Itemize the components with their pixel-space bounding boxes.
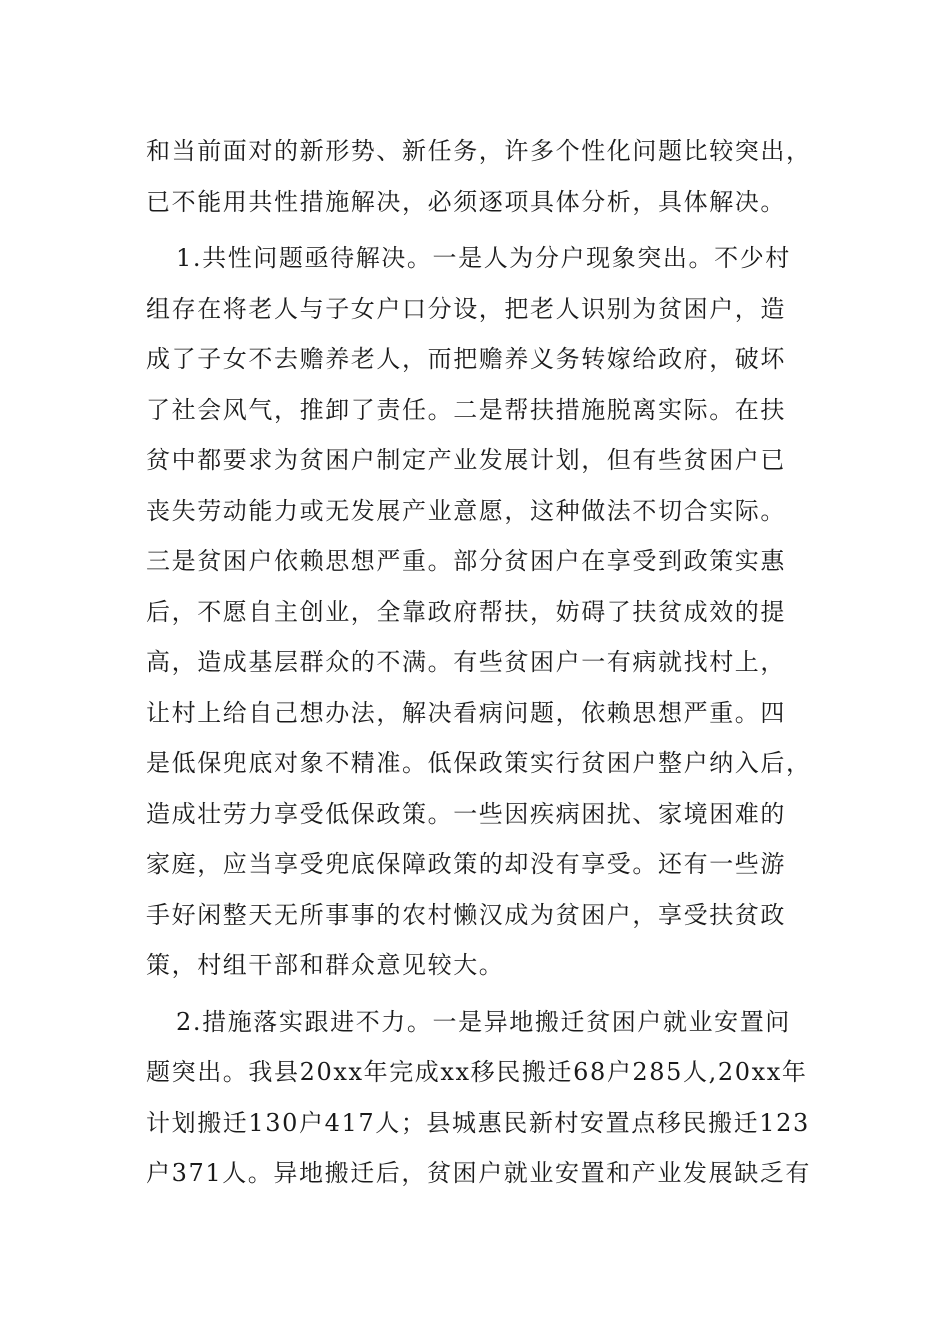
text-line: 成了子女不去赡养老人，而把赡养义务转嫁给政府，破坏 (146, 345, 786, 373)
text-line: 后，不愿自主创业，全靠政府帮扶，妨碍了扶贫成效的提 (146, 597, 786, 626)
text-line: 策，村组干部和群众意见较大。 (146, 951, 505, 979)
text-line: 题突出。我县20xx年完成xx移民搬迁68户285人,20xx年 (146, 1058, 808, 1086)
text-line: 2.措施落实跟进不力。一是异地搬迁贫困户就业安置问 (176, 1007, 791, 1036)
text-line: 高，造成基层群众的不满。有些贫困户一有病就找村上， (146, 648, 786, 676)
text-line: 1.共性问题亟待解决。一是人为分户现象突出。不少村 (176, 244, 791, 272)
text-line: 已不能用共性措施解决，必须逐项具体分析，具体解决。 (146, 187, 786, 216)
paragraph-1 (146, 126, 816, 227)
text-line: 是低保兜底对象不精准。低保政策实行贫困户整户纳入后， (146, 749, 812, 777)
paragraph-3 (146, 997, 816, 1199)
text-line: 让村上给自己想办法，解决看病问题，依赖思想严重。四 (146, 698, 786, 727)
document-body (146, 126, 816, 1199)
text-line: 造成壮劳力享受低保政策。一些因疾病困扰、家境困难的 (146, 799, 786, 828)
text-line: 和当前面对的新形势、新任务，许多个性化问题比较突出， (146, 137, 812, 165)
text-line: 家庭，应当享受兜底保障政策的却没有享受。还有一些游 (146, 850, 786, 878)
text-line: 组存在将老人与子女户口分设，把老人识别为贫困户，造 (146, 294, 786, 323)
text-line: 计划搬迁130户417人；县城惠民新村安置点移民搬迁123 (146, 1108, 810, 1137)
paragraph-2 (146, 233, 816, 991)
text-line: 户371人。异地搬迁后，贫困户就业安置和产业发展缺乏有 (146, 1159, 812, 1187)
text-line: 了社会风气，推卸了责任。二是帮扶措施脱离实际。在扶 (146, 395, 786, 424)
text-line: 三是贫困户依赖思想严重。部分贫困户在享受到政策实惠 (146, 547, 786, 575)
text-line: 贫中都要求为贫困户制定产业发展计划，但有些贫困户已 (146, 446, 786, 474)
text-line: 手好闲整天无所事事的农村懒汉成为贫困户，享受扶贫政 (146, 900, 786, 929)
text-line: 丧失劳动能力或无发展产业意愿，这种做法不切合实际。 (146, 496, 786, 525)
